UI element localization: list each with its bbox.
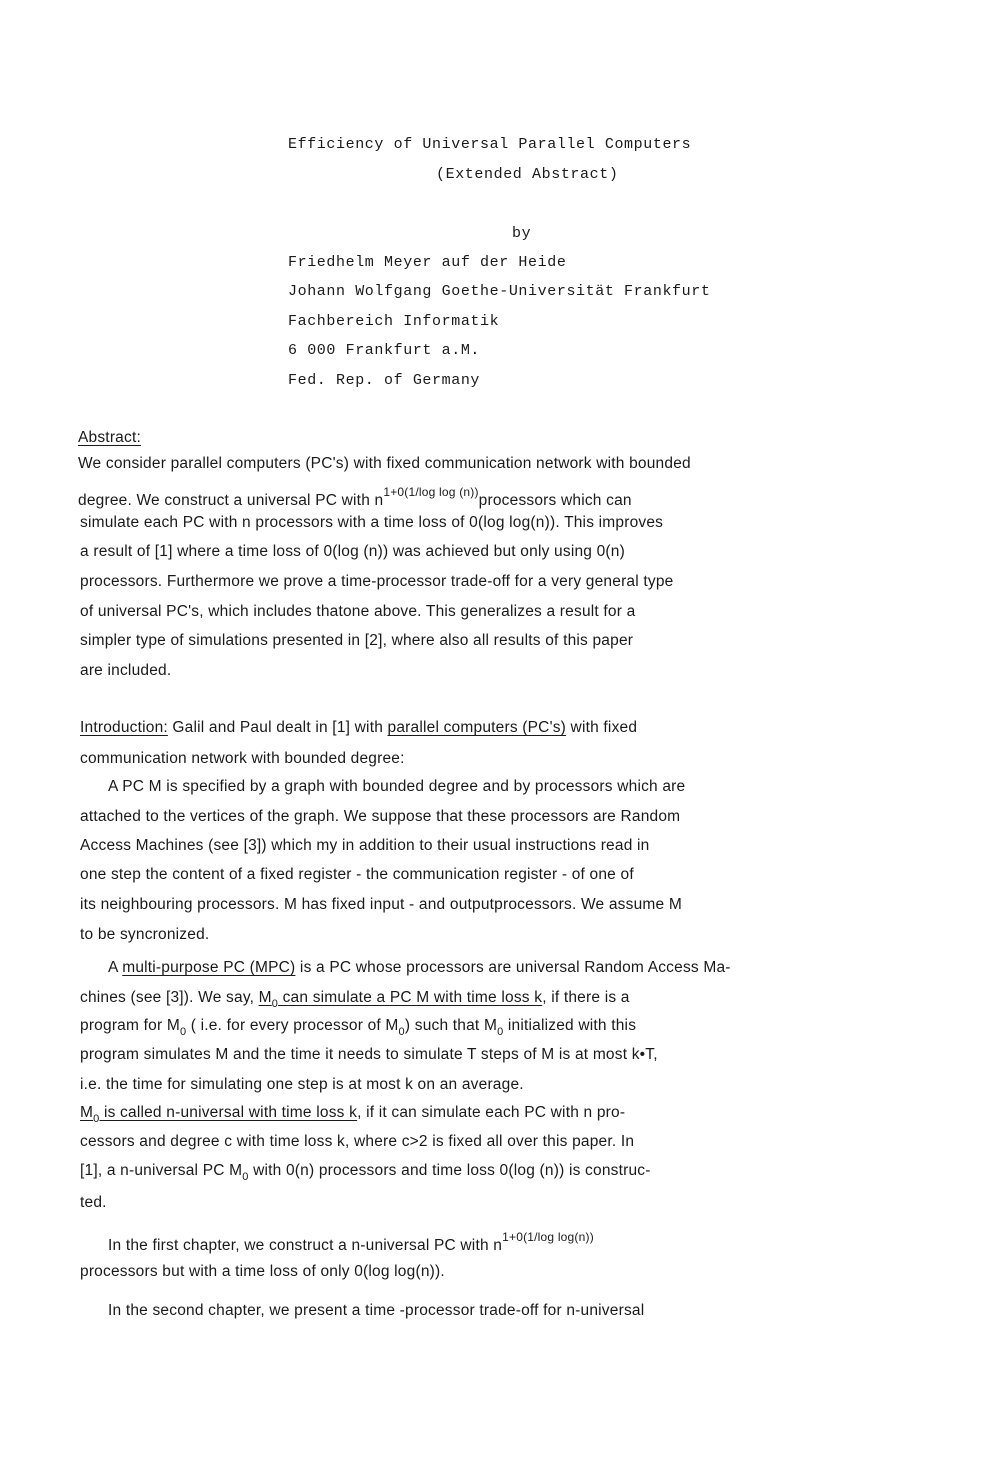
intro-symbol: M xyxy=(80,1104,94,1121)
intro-line: In the second chapter, we present a time -processor trade-off for n-universal xyxy=(108,1302,645,1319)
intro-line: attached to the vertices of the graph. We suppose that these processors are Random xyxy=(80,808,681,825)
abstract-line xyxy=(78,485,632,510)
intro-text: Galil and Paul dealt in [1] with xyxy=(167,719,388,736)
intro-subscript: 0 xyxy=(93,1113,100,1125)
abstract-line: a result of [1] where a time loss of 0(log (n)) was achieved but only using 0(n) xyxy=(80,543,625,560)
intro-text: is a PC whose processors are universal Random Access Ma- xyxy=(295,959,731,976)
intro-line xyxy=(80,989,630,1010)
intro-line xyxy=(108,959,731,977)
abstract-line: processors. Furthermore we prove a time-processor trade-off for a very general type xyxy=(80,573,674,590)
intro-text: with fixed xyxy=(566,719,638,736)
intro-text: initialized with this xyxy=(503,1017,637,1034)
intro-line xyxy=(80,719,637,737)
intro-line xyxy=(80,1162,651,1183)
abstract-text: degree. We construct a universal PC with n xyxy=(78,492,384,509)
intro-line: one step the content of a fixed register - the communication register - of one of xyxy=(80,866,634,883)
paper-title: Efficiency of Universal Parallel Computers xyxy=(288,136,692,153)
intro-text: , if there is a xyxy=(542,989,630,1006)
intro-line: ted. xyxy=(80,1194,107,1211)
intro-line: its neighbouring processors. M has fixed input - and outputprocessors. We assume M xyxy=(80,896,682,913)
intro-term xyxy=(258,989,543,1010)
intro-text: program for M xyxy=(80,1017,180,1034)
abstract-text: processors which can xyxy=(478,492,632,509)
abstract-line: are included. xyxy=(80,662,172,679)
intro-text: ) such that M xyxy=(404,1017,498,1034)
intro-line xyxy=(80,1104,625,1125)
intro-subscript: 0 xyxy=(497,1026,504,1038)
intro-symbol-text: can simulate a PC M with time loss k xyxy=(278,989,543,1006)
intro-term: multi-purpose PC (MPC) xyxy=(122,959,296,976)
intro-line: program simulates M and the time it needs to simulate T steps of M is at most k•T, xyxy=(80,1046,658,1063)
intro-subscript: 0 xyxy=(271,998,279,1010)
intro-symbol-text: is called n-universal with time loss k xyxy=(99,1104,358,1121)
author-name: Friedhelm Meyer auf der Heide xyxy=(288,254,567,271)
author-city: 6 000 Frankfurt a.M. xyxy=(288,342,481,359)
intro-text: [1], a n-universal PC M xyxy=(80,1162,243,1179)
intro-line: A PC M is specified by a graph with bounded degree and by processors which are xyxy=(108,778,686,795)
intro-subscript: 0 xyxy=(242,1171,249,1183)
intro-line: i.e. the time for simulating one step is at most k on an average. xyxy=(80,1076,524,1093)
intro-text: ( i.e. for every processor of M xyxy=(186,1017,399,1034)
abstract-line: simulate each PC with n processors with a time loss of 0(log log(n)). This improves xyxy=(80,514,664,531)
intro-subscript: 0 xyxy=(179,1026,187,1038)
intro-text: In the first chapter, we construct a n-universal PC with n xyxy=(108,1237,503,1254)
author-country: Fed. Rep. of Germany xyxy=(288,372,481,389)
intro-subscript: 0 xyxy=(398,1026,405,1038)
intro-line: communication network with bounded degree: xyxy=(80,750,405,767)
intro-line: processors but with a time loss of only 0(log log(n)). xyxy=(80,1263,445,1280)
intro-line: Access Machines (see [3]) which my in addition to their usual instructions read in xyxy=(80,837,650,854)
intro-line: cessors and degree c with time loss k, where c>2 is fixed all over this paper. In xyxy=(80,1133,635,1150)
intro-text: with 0(n) processors and time loss 0(log (n)) is construc- xyxy=(248,1162,651,1179)
abstract-exponent: 1+0(1/log log (n)) xyxy=(383,485,479,499)
abstract-line: We consider parallel computers (PC's) with fixed communication network with bounded xyxy=(78,455,691,472)
intro-text: chines (see [3]). We say, xyxy=(80,989,259,1006)
paper-subtitle: (Extended Abstract) xyxy=(436,166,619,183)
intro-heading: Introduction: xyxy=(80,719,168,736)
intro-exponent: 1+0(1/log log(n)) xyxy=(502,1230,594,1244)
abstract-heading: Abstract: xyxy=(78,429,141,446)
author-university: Johann Wolfgang Goethe-Universität Frankfurt xyxy=(288,283,711,300)
abstract-line: of universal PC's, which includes thatone above. This generalizes a result for a xyxy=(80,603,636,620)
author-department: Fachbereich Informatik xyxy=(288,313,500,330)
intro-symbol: M xyxy=(258,989,272,1006)
intro-term xyxy=(80,1104,358,1125)
intro-line xyxy=(108,1230,594,1255)
by-line: by xyxy=(512,225,532,242)
intro-text: A xyxy=(108,959,123,976)
intro-term: parallel computers (PC's) xyxy=(387,719,567,736)
intro-text: , if it can simulate each PC with n pro- xyxy=(357,1104,626,1121)
intro-line xyxy=(80,1017,636,1038)
abstract-line: simpler type of simulations presented in [2], where also all results of this paper xyxy=(80,632,634,649)
intro-line: to be syncronized. xyxy=(80,926,210,943)
